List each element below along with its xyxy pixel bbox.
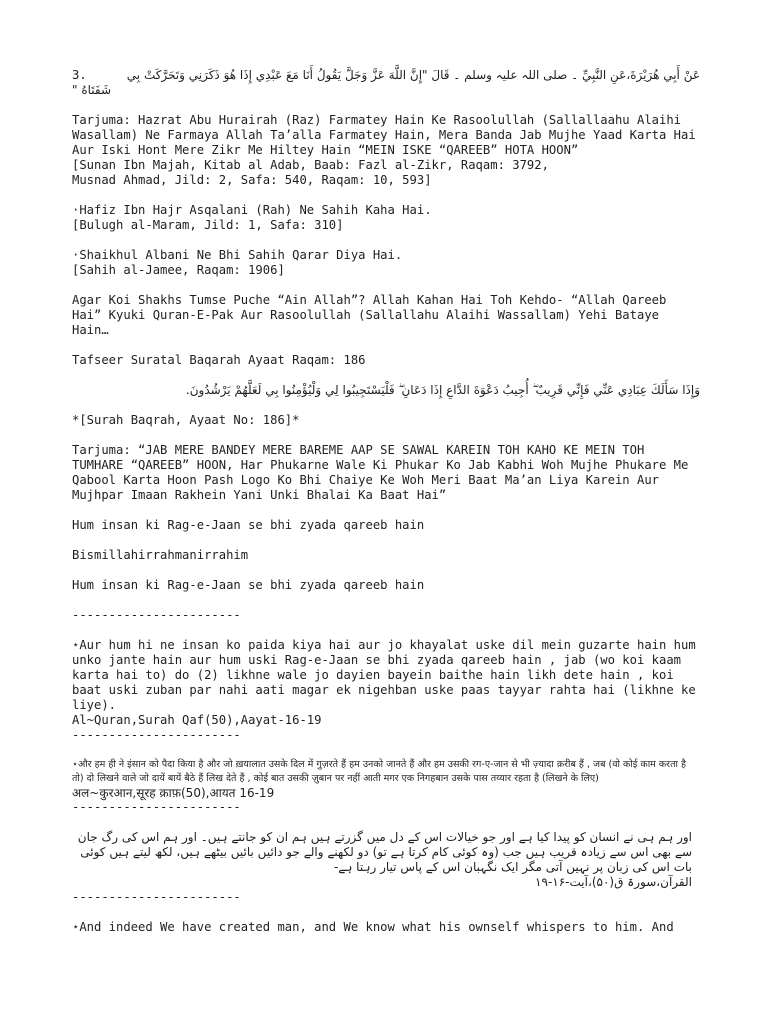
divider: ----------------------- <box>72 728 241 742</box>
hadith-reference-line-2: Musnad Ahmad, Jild: 2, Safa: 540, Raqam: 10, 593] <box>72 173 432 187</box>
tafseer-title: Tafseer Suratal Baqarah Ayaat Raqam: 186 <box>72 353 366 367</box>
hadith-number: 3. <box>72 68 87 82</box>
hadith-reference-line-1: [Sunan Ibn Majah, Kitab al Adab, Baab: Fazl al-Zikr, Raqam: 3792, <box>72 158 549 172</box>
roman-urdu-ayah: ⋆Aur hum hi ne insan ko paida kiya hai aur jo khayalat uske dil mein guzarte hain hum unko jante hain aur hum uski Rag-e-Jaan se bhi zyada qareeb hain , jab (wo koi kaam karta hai to) do (2) likhne wale jo dayien bayein baithe hain likh dete hain , koi baat uski zuban par nahi aati magar ek nigehban uske paas tayyar rahta hai (likhne ke liye). <box>72 638 696 712</box>
hindi-ayah-ref: अल~कुरआन,सूरह क़ाफ़(50),आयत 16-19 <box>72 786 275 800</box>
urdu-ayah: اور ہم ہی نے انسان کو پیدا کیا ہے اور جو خیالات اس کے دل میں گزرتے ہیں ہم ان کو جانتے ہیں۔ اور ہم اس کی رگ جان سے بھی اس سے زیادہ قریب ہیں جب (وہ کوئی کام کرتا ہے تو) دو لکھنے والے جو دائیں بائیں بیٹھے ہیں، لکھ لیتے ہیں کوئی بات اس کی زبان پر نہیں آتی مگر ایک نگہبان اس کے پاس تیار رہتا ہے- <box>77 830 692 874</box>
hadith-arabic-text: عَنْ أَبِي هُرَيْرَةَ،عَنِ النَّبِيِّ ۔ صلی اللہ علیہ وسلم ۔ قَالَ "إِنَّ اللَّهَ عَزَّ وَجَلَّ يَقُولُ أَنَا مَعَ عَبْدِي إِذَا هُوَ ذَكَرَنِي وَتَحَرَّكَتْ بِي <box>126 68 700 82</box>
divider: ----------------------- <box>72 608 241 622</box>
hadith-heading <box>72 68 700 83</box>
grading-albani-ref: [Sahih al-Jamee, Raqam: 1906] <box>72 263 285 277</box>
grading-hafiz-ibn-hajr-ref: [Bulugh al-Maram, Jild: 1, Safa: 310] <box>72 218 344 232</box>
question-paragraph: Agar Koi Shakhs Tumse Puche “Ain Allah”? Allah Kahan Hai Toh Kehdo- “Allah Qareeb Hai” Kyuki Quran-E-Pak Aur Rasoolullah (Sallallahu Alaihi Wassallam) Yehi Bataye Hain… <box>72 293 674 337</box>
grading-hafiz-ibn-hajr: ·Hafiz Ibn Hajr Asqalani (Rah) Ne Sahih Kaha Hai. <box>72 203 432 217</box>
roman-urdu-ayah-ref: Al~Quran,Surah Qaf(50),Aayat-16-19 <box>72 713 322 727</box>
surah-reference: *[Surah Baqrah, Ayaat No: 186]* <box>72 413 300 427</box>
hadith-translation: Tarjuma: Hazrat Abu Hurairah (Raz) Farmatey Hain Ke Rasoolullah (Sallallaahu Alaihi Wasallam) Ne Farmaya Allah Ta’alla Farmatey Hain, Mera Banda Jab Mujhe Yaad Karta Hai Aur Iski Hont Mere Zikr Me Hiltey Hain “MEIN ISKE “QAREEB” HOTA HOON” <box>72 113 704 157</box>
rag-e-jaan-line: Hum insan ki Rag-e-Jaan se bhi zyada qareeb hain <box>72 518 425 532</box>
rag-e-jaan-line-repeat: Hum insan ki Rag-e-Jaan se bhi zyada qareeb hain <box>72 578 425 592</box>
ayah-translation: Tarjuma: “JAB MERE BANDEY MERE BAREME AAP SE SAWAL KAREIN TOH KAHO KE MEIN TOH TUMHARE “QAREEB” HOON, Har Phukarne Wale Ki Phukar Ko Jab Kabhi Woh Mujhe Phukare Me Qabool Karta Hoon Pash Logo Ko Bhi Chaiye Ke Woh Meri Baat Ma’an Liya Karein Aur Mujhpar Imaan Rakhein Yani Unki Bhalai Ka Baat Hai” <box>72 443 696 502</box>
grading-albani: ·Shaikhul Albani Ne Bhi Sahih Qarar Diya Hai. <box>72 248 403 262</box>
divider: ----------------------- <box>72 800 241 814</box>
hindi-ayah: ⋆और हम ही ने इंसान को पैदा किया है और जो ख़यालात उसके दिल में गुज़रते हैं हम उनको जानते हैं और हम उसकी रग-ए-जान से भी ज़्यादा क़रीब हैं , जब (वो कोई काम करता है तो) दो लिखने वाले जो दायें बायें बैठे हैं लिख देते हैं , कोई बात उसकी ज़ुबान पर नहीं आती मगर एक निगहबान उसके पास तय्यार रहता है (लिखने के लिए) <box>72 759 687 784</box>
hadith-arabic-continuation: شَفَتَاهُ " <box>72 83 112 97</box>
bismillah-line: Bismillahirrahmanirrahim <box>72 548 249 562</box>
urdu-ayah-ref: القرآن،سورۃ ق(۵۰)،آیت-۱۶-۱۹ <box>535 875 692 889</box>
divider: ----------------------- <box>72 890 241 904</box>
ayah-arabic: وَإِذَا سَأَلَكَ عِبَادِي عَنِّي فَإِنِّي قَرِيبٌ ۖ أُجِيبُ دَعْوَةَ الدَّاعِ إِذَا دَعَانِ ۖ فَلْيَسْتَجِيبُوا لِي وَلْيُؤْمِنُوا بِي لَعَلَّهُمْ يَرْشُدُونَ. <box>185 383 700 397</box>
english-ayah: ⋆And indeed We have created man, and We know what his ownself whispers to him. And <box>72 920 674 934</box>
document-page <box>72 68 704 935</box>
